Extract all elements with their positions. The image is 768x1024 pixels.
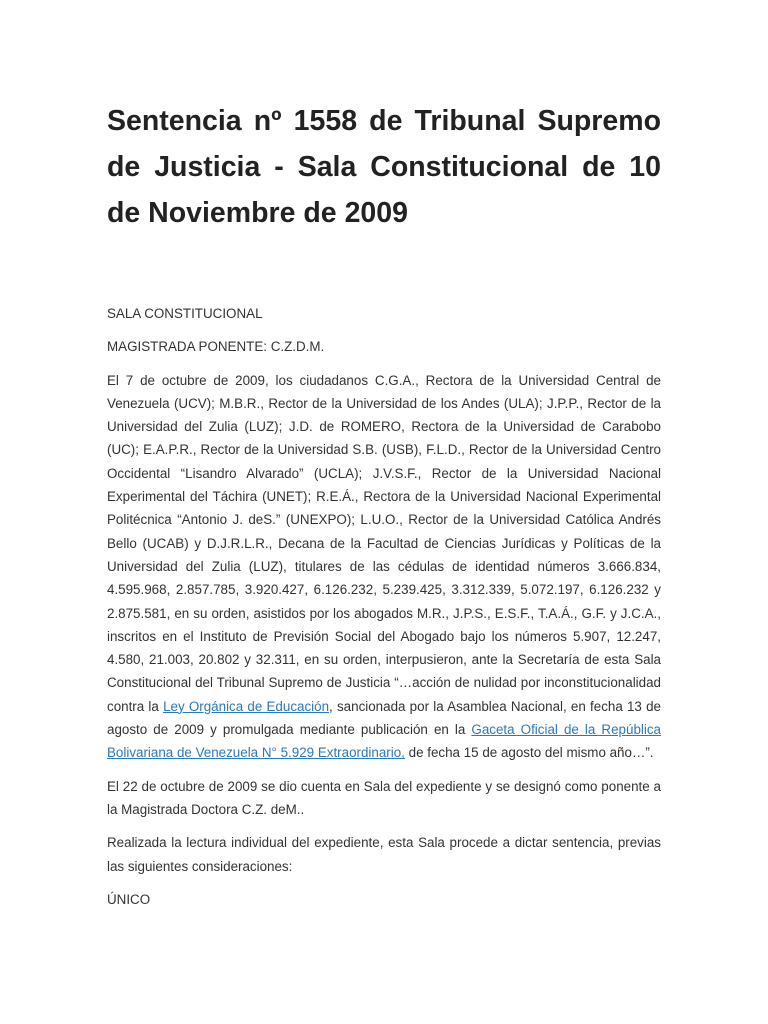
document-title: Sentencia nº 1558 de Tribunal Supremo de Justicia - Sala Constitucional de 10 de Noviembre de 2009 <box>107 105 661 229</box>
paragraph-realizada: Realizada la lectura individual del expediente, esta Sala procede a dictar sentencia, previas las siguientes consideraciones: <box>107 835 661 874</box>
document-body <box>107 302 661 911</box>
section-heading: SALA CONSTITUCIONAL <box>107 306 263 321</box>
main-paragraph <box>107 369 661 765</box>
gaceta-oficial-link[interactable]: Gaceta Oficial de la República Bolivariana de Venezuela N° 5.929 Extraordinario, <box>107 722 661 761</box>
section-unico: ÚNICO <box>107 891 151 907</box>
document-page <box>107 98 661 911</box>
main-paragraph-text-2: , sancionada por la Asamblea Nacional, en fecha 13 de agosto de 2009 y promulgada mediante publicación en la <box>107 698 661 738</box>
main-paragraph-text-3: de fecha 15 de agosto del mismo año…”. <box>404 745 654 761</box>
ley-organica-link[interactable]: Ley Orgánica de Educación <box>163 698 330 714</box>
main-paragraph-text-1: El 7 de octubre de 2009, los ciudadanos C.G.A., Rectora de la Universidad Central de Venezuela (UCV); M.B.R., Rector de la Universidad de los Andes (ULA); J.P.P., Rector de la Universidad del Zulia (LUZ); J.D. de ROMERO, Rectora de la Universidad de Carabobo (UC); E.A.P.R., Rector de la Universidad S.B. (USB), F.L.D., Rector de la Universidad Centro Occidental “Lisandro Alvarado” (UCLA); J.V.S.F., Rector de la Universidad Nacional Experimental del Táchira (UNET); R.E.Á., Rectora de la Universidad Nacional Experimental Politécnica “Antonio J. deS.” (UNEXPO); L.U.O., Rector de la Universidad Católica Andrés Bello (UCAB) y D.J.R.L.R., Decana de la Facultad de Ciencias Jurídicas y Políticas de la Universidad del Zulia (LUZ), titulares de las cédulas de identidad números 3.666.834, 4.595.968, 2.857.785, 3.920.427, 6.126.232, 5.239.425, 3.312.339, 5.072.197, 6.126.232 y 2.875.581, en su orden, asistidos por los abogados M.R., J.P.S., E.S.F., T.A.Á., G.F. y J.C.A., inscritos en el Instituto de Previsión Social del Abogado bajo los números 5.907, 12.247, 4.580, 21.003, 20.802 y 32.311, en su orden, interpusieron, ante la Secretaría de esta Sala Constitucional del Tribunal Supremo de Justicia “…acción de nulidad por inconstitucionalidad contra la <box>107 372 661 714</box>
paragraph-22-octubre: El 22 de octubre de 2009 se dio cuenta en Sala del expediente y se designó como ponente a la Magistrada Doctora C.Z. deM.. <box>107 778 661 817</box>
magistrada-ponente: MAGISTRADA PONENTE: C.Z.D.M. <box>107 339 325 355</box>
